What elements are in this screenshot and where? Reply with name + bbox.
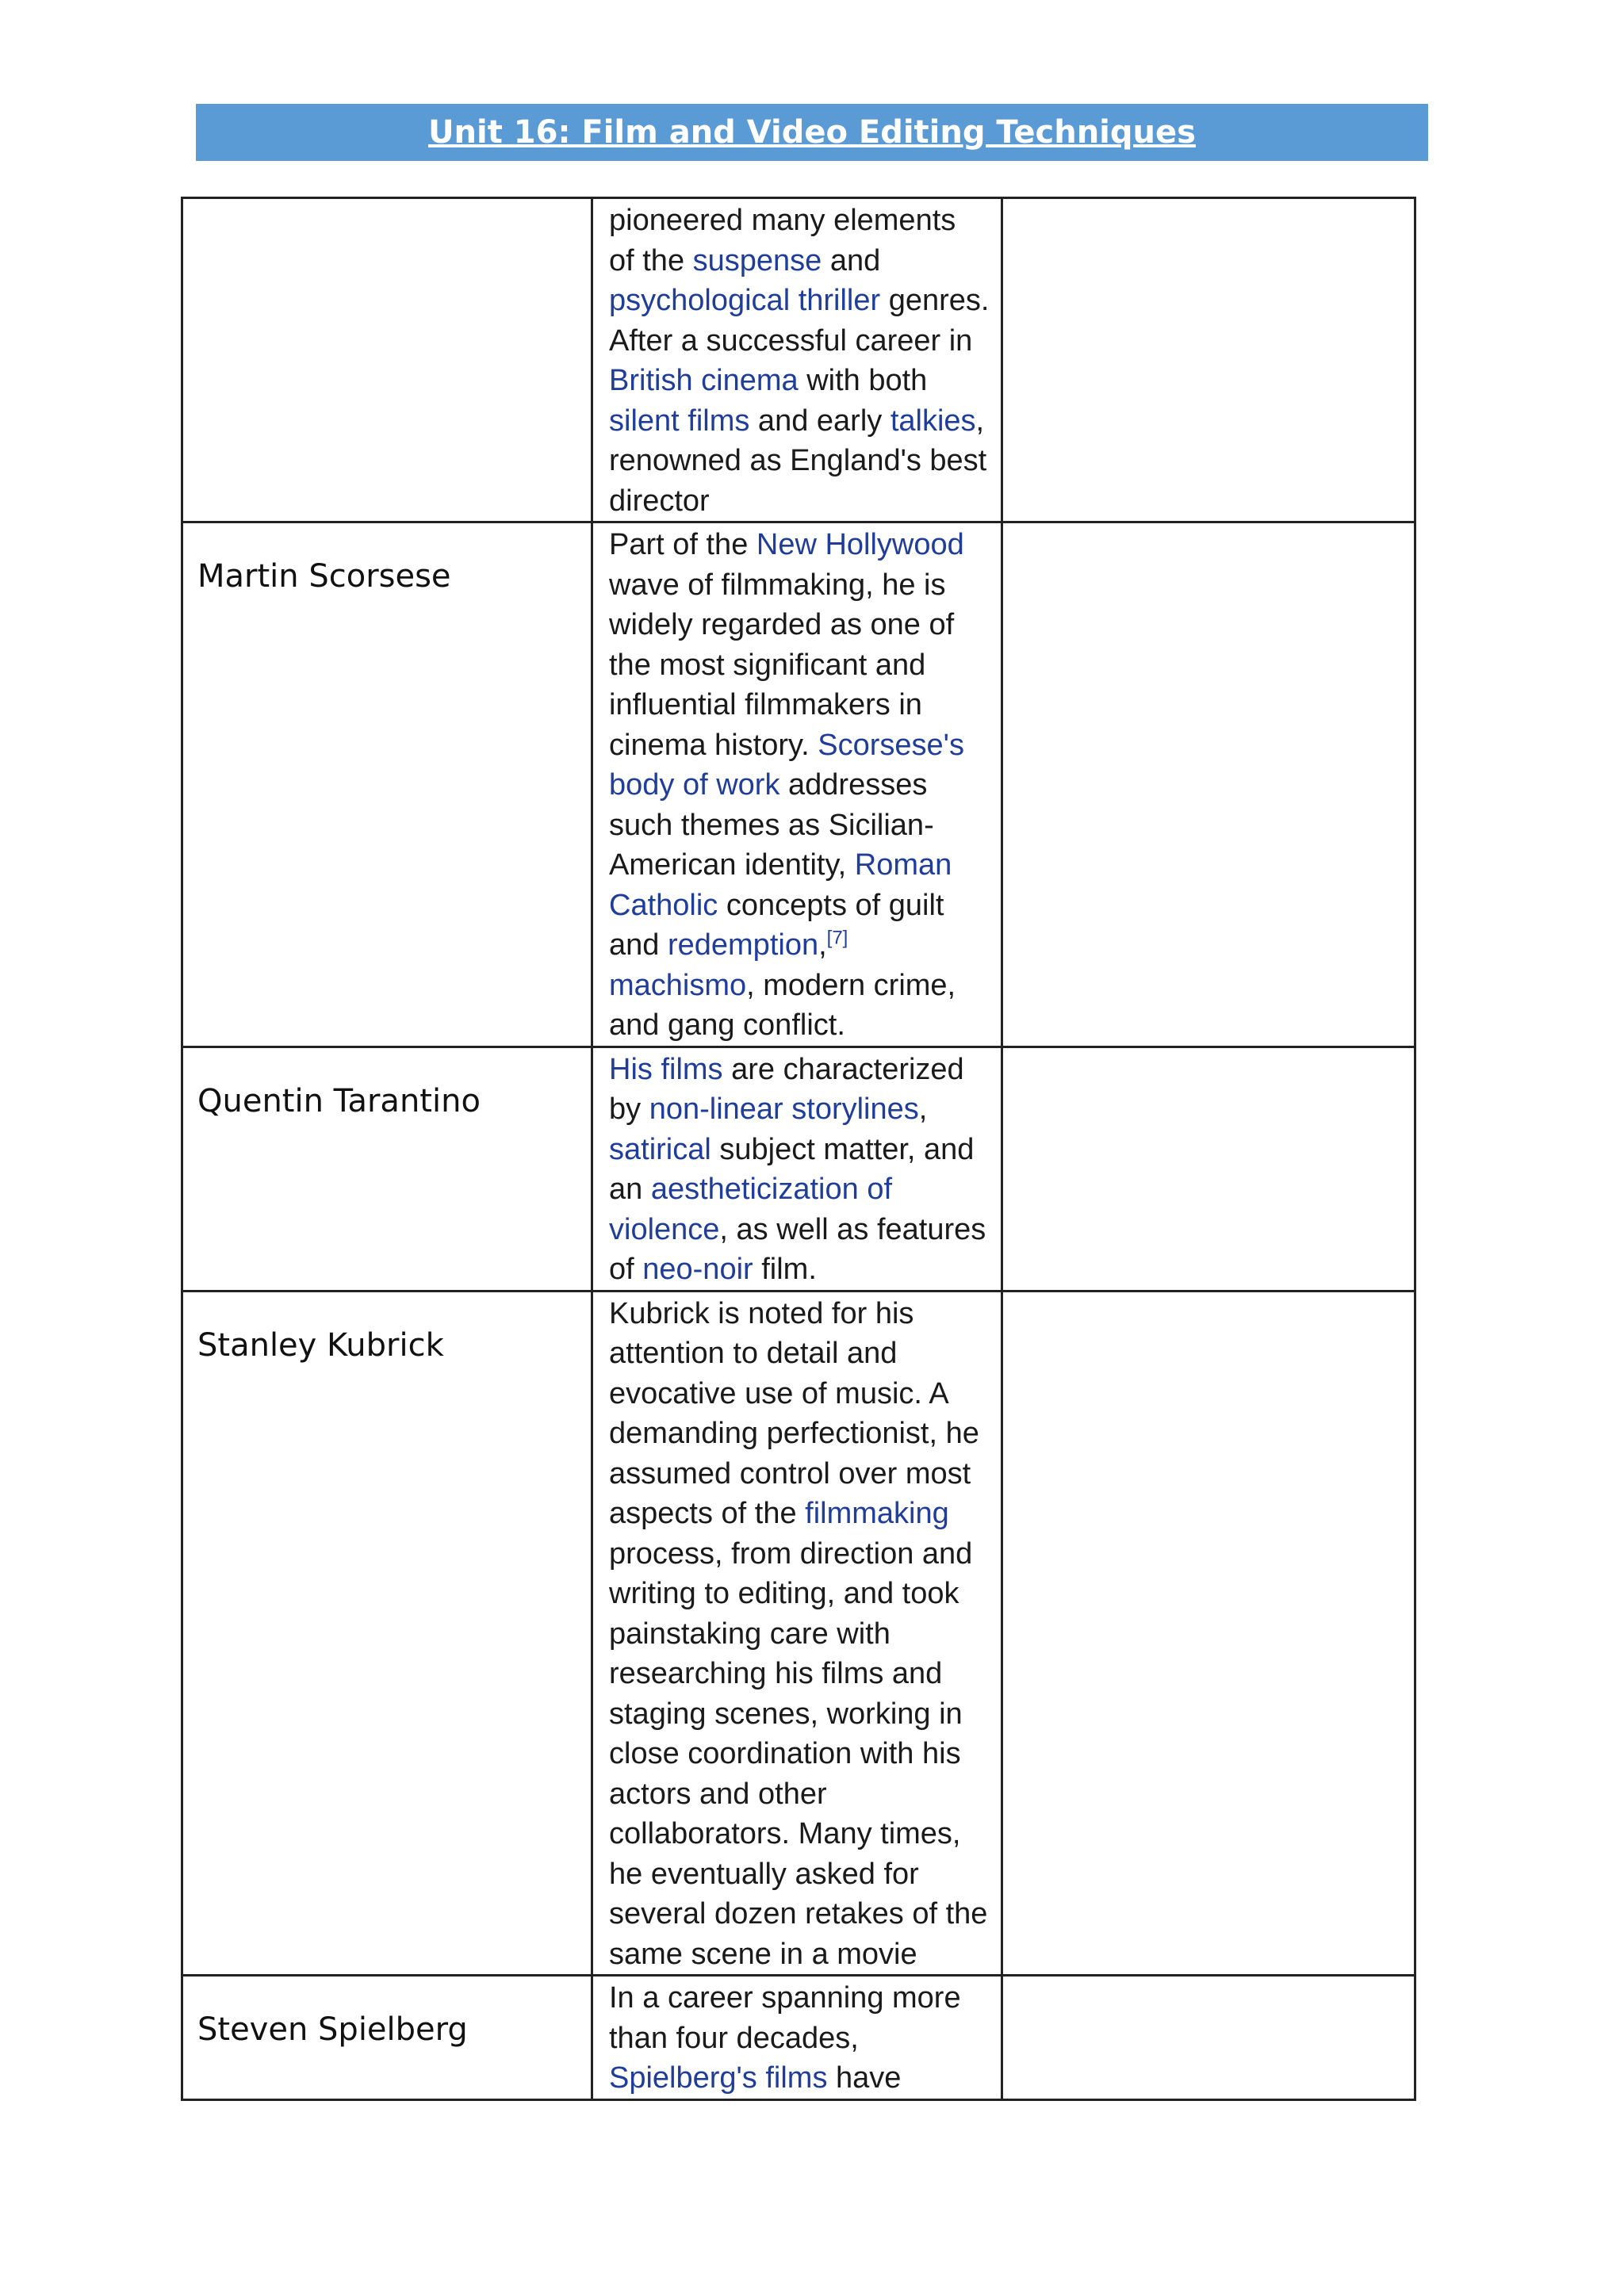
text-run: researching his films and <box>609 1657 943 1690</box>
wiki-link[interactable]: Scorsese's <box>818 728 964 762</box>
text-run: an <box>609 1173 651 1206</box>
description-line <box>609 1089 1001 1130</box>
description-line <box>609 1130 1001 1170</box>
description-line <box>609 1894 1001 1934</box>
wiki-link[interactable]: machismo <box>609 968 747 1002</box>
notes-cell[interactable] <box>1002 522 1415 1047</box>
text-run: widely regarded as one of <box>609 608 955 641</box>
wiki-link[interactable]: British cinema <box>609 364 799 397</box>
text-run: concepts of guilt <box>718 888 944 922</box>
description-line <box>609 1414 1001 1454</box>
description-cell <box>592 522 1002 1047</box>
wiki-link[interactable]: His films <box>609 1052 723 1086</box>
text-run: wave of filmmaking, he is <box>609 568 946 602</box>
description-line <box>609 1005 1001 1046</box>
text-run: of the <box>609 243 693 277</box>
text-run: have <box>827 2061 902 2095</box>
director-description <box>593 1292 1001 1975</box>
text-run: painstaking care with <box>609 1617 891 1651</box>
text-run: film. <box>753 1253 817 1286</box>
title-banner <box>196 104 1428 161</box>
table-row <box>182 198 1415 522</box>
description-line <box>609 401 1001 442</box>
text-run: by <box>609 1093 649 1126</box>
description-line <box>609 1654 1001 1694</box>
description-line <box>609 1249 1001 1290</box>
description-line <box>609 1050 1001 1090</box>
description-line <box>609 1494 1001 1534</box>
directors-table <box>181 197 1416 2101</box>
text-run: attention to detail and <box>609 1337 898 1370</box>
wiki-link[interactable]: Roman <box>854 848 952 882</box>
description-line <box>609 2019 1001 2059</box>
text-run: American identity, <box>609 848 855 882</box>
text-run: are characterized <box>722 1052 964 1086</box>
description-line <box>609 1294 1001 1334</box>
wiki-link[interactable]: psychological thriller <box>609 284 881 317</box>
text-run: and <box>609 928 668 962</box>
text-run: and gang conflict. <box>609 1008 845 1042</box>
text-run: cinema history. <box>609 728 818 762</box>
director-name <box>183 199 591 234</box>
text-run: demanding perfectionist, he <box>609 1417 979 1450</box>
citation-link[interactable]: [7] <box>826 927 848 949</box>
text-run: In a career spanning more <box>609 1981 961 2015</box>
director-name: Stanley Kubrick <box>197 1326 444 1364</box>
description-line <box>609 1534 1001 1575</box>
wiki-link[interactable]: aestheticization of <box>650 1173 893 1206</box>
text-run: Part of the <box>609 528 756 561</box>
text-run: writing to editing, and took <box>609 1577 959 1610</box>
director-description <box>593 1976 1001 2099</box>
notes-cell[interactable] <box>1002 1047 1415 1291</box>
table-row <box>182 1291 1415 1976</box>
text-run: After a successful career in <box>609 323 973 358</box>
director-name-cell <box>182 198 592 522</box>
description-line <box>609 1454 1001 1494</box>
text-run: staging scenes, working in <box>609 1697 963 1731</box>
director-name-cell <box>182 1291 592 1976</box>
text-run: and early <box>749 404 891 438</box>
notes-cell[interactable] <box>1002 1976 1415 2100</box>
wiki-link[interactable]: neo-noir <box>642 1253 753 1286</box>
wiki-link[interactable]: violence <box>609 1212 720 1246</box>
wiki-link[interactable]: filmmaking <box>805 1497 949 1530</box>
description-line <box>609 1978 1001 2019</box>
director-name-cell <box>182 522 592 1047</box>
wiki-link[interactable]: silent films <box>609 404 750 438</box>
text-run: , <box>918 1093 928 1126</box>
description-line <box>609 645 1001 686</box>
text-run: such themes as Sicilian- <box>609 808 934 842</box>
description-line <box>609 361 1001 401</box>
wiki-link[interactable]: talkies <box>890 404 976 438</box>
description-line <box>609 966 1001 1006</box>
description-line <box>609 2058 1001 2099</box>
text-run: , modern crime, <box>746 968 956 1002</box>
description-cell <box>592 1291 1002 1976</box>
text-run: addresses <box>779 768 928 802</box>
wiki-link[interactable]: redemption <box>667 928 819 962</box>
description-line <box>609 565 1001 606</box>
description-line <box>609 1574 1001 1614</box>
description-line <box>609 886 1001 926</box>
description-line <box>609 1734 1001 1774</box>
text-run: close coordination with his <box>609 1737 961 1770</box>
description-line <box>609 281 1001 321</box>
text-run: genres. <box>880 284 990 317</box>
description-line <box>609 845 1001 886</box>
wiki-link[interactable]: suspense <box>692 243 822 277</box>
description-cell <box>592 1976 1002 2100</box>
text-run: director <box>609 484 710 518</box>
text-run: the most significant and <box>609 648 926 682</box>
text-run: he eventually asked for <box>609 1857 919 1891</box>
description-line <box>609 321 1001 362</box>
description-line <box>609 605 1001 645</box>
description-line <box>609 1854 1001 1895</box>
description-line <box>609 201 1001 241</box>
text-run: and <box>822 243 881 277</box>
text-run: renowned as England's best <box>609 444 987 477</box>
wiki-link[interactable]: satirical <box>609 1132 711 1166</box>
description-line <box>609 685 1001 725</box>
description-line <box>609 441 1001 481</box>
director-name: Steven Spielberg <box>197 2011 468 2048</box>
director-name: Quentin Tarantino <box>197 1082 481 1119</box>
description-line <box>609 1814 1001 1854</box>
director-name-cell <box>182 1976 592 2100</box>
notes-cell[interactable] <box>1002 1291 1415 1976</box>
description-line <box>609 806 1001 846</box>
description-line <box>609 1934 1001 1975</box>
description-line <box>609 725 1001 766</box>
text-run: aspects of the <box>609 1497 806 1530</box>
table-row <box>182 1047 1415 1291</box>
text-run: than four decades, <box>609 2021 859 2055</box>
text-run: assumed control over most <box>609 1456 971 1490</box>
text-run: pioneered many elements <box>609 204 956 237</box>
description-line <box>609 1169 1001 1210</box>
description-line <box>609 1614 1001 1655</box>
description-line <box>609 1774 1001 1815</box>
text-run: influential filmmakers in <box>609 688 922 721</box>
wiki-link[interactable]: Catholic <box>609 888 718 922</box>
text-run: collaborators. Many times, <box>609 1817 961 1850</box>
text-run: same scene in a movie <box>609 1937 917 1971</box>
wiki-link[interactable]: New Hollywood <box>756 528 964 561</box>
text-run: , as well as features <box>719 1212 986 1246</box>
table-row <box>182 1976 1415 2100</box>
director-description <box>593 1048 1001 1290</box>
text-run: subject matter, and <box>710 1132 975 1166</box>
text-run: evocative use of music. A <box>609 1376 949 1410</box>
description-cell <box>592 1047 1002 1291</box>
description-line <box>609 241 1001 281</box>
director-name-cell <box>182 1047 592 1291</box>
description-line <box>609 525 1001 565</box>
description-line <box>609 1210 1001 1250</box>
text-run: , <box>975 404 985 438</box>
director-description <box>593 523 1001 1046</box>
description-line <box>609 1334 1001 1374</box>
page-title: Unit 16: Film and Video Editing Techniques <box>428 114 1196 151</box>
text-run: process, from direction and <box>609 1536 973 1571</box>
text-run: Kubrick is noted for his <box>609 1296 914 1330</box>
notes-cell[interactable] <box>1002 198 1415 522</box>
description-line <box>609 765 1001 806</box>
description-line <box>609 925 1001 966</box>
text-run: several dozen retakes of the <box>609 1897 988 1931</box>
director-description <box>593 199 1001 521</box>
description-cell <box>592 198 1002 522</box>
wiki-link[interactable]: Spielberg's films <box>609 2061 828 2095</box>
director-name: Martin Scorsese <box>197 558 451 595</box>
table-row <box>182 522 1415 1047</box>
description-line <box>609 1374 1001 1414</box>
description-line <box>609 1694 1001 1735</box>
text-run: of <box>609 1253 643 1286</box>
description-line <box>609 481 1001 522</box>
text-run: with both <box>798 364 928 397</box>
text-run: , <box>818 928 827 962</box>
wiki-link[interactable]: non-linear storylines <box>649 1093 919 1126</box>
text-run: actors and other <box>609 1777 827 1811</box>
wiki-link[interactable]: body of work <box>609 768 780 802</box>
